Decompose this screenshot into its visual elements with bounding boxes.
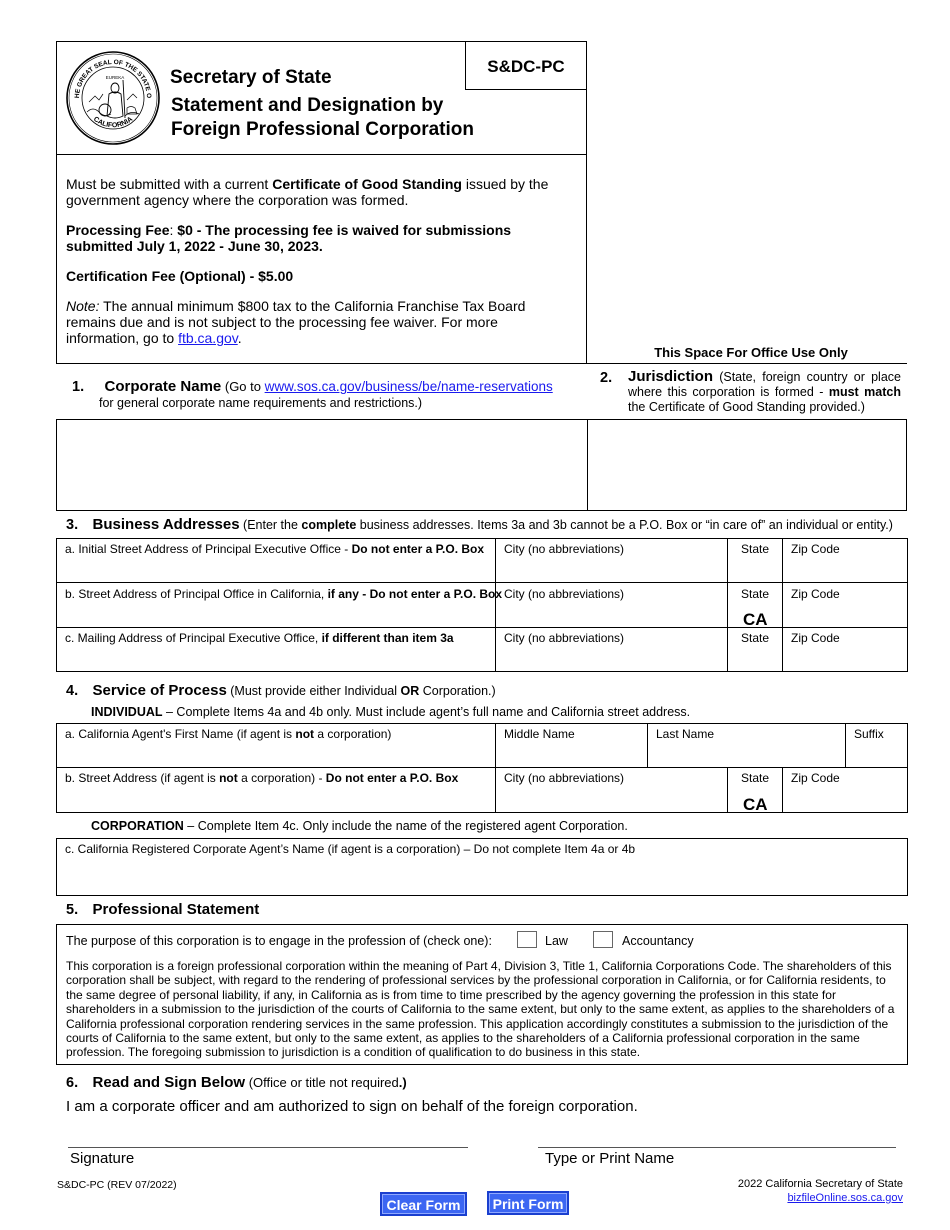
agent-suffix[interactable]: Suffix [854, 727, 884, 741]
address-3b-state-value: CA [743, 610, 768, 629]
note-text: The annual minimum $800 tax to the California Franchise Tax Board remains due and is not subject to the processing fee waiver. For more information, go to [66, 298, 526, 346]
fee-label: Processing Fee [66, 222, 170, 238]
note-label: Note: [66, 298, 100, 314]
field-label-bold: if different than item 3a [321, 631, 454, 645]
section-title: Business Addresses [92, 516, 240, 533]
svg-text:THE GREAT SEAL OF THE STATE OF: HE GREAT SEAL OF THE STATE O [73, 58, 153, 99]
address-3a-state[interactable]: State [741, 542, 770, 556]
instruction-text: – Complete Item 4c. Only include the name of the registered agent Corporation. [183, 819, 628, 833]
corporation-instruction [91, 819, 628, 833]
address-3b-state[interactable]: State [741, 587, 770, 601]
section-desc-bold: .) [398, 1075, 407, 1090]
field-label: c. Mailing Address of Principal Executive Office, [65, 631, 322, 645]
section-title: Read and Sign Below [92, 1074, 246, 1091]
professional-statement-text: This corporation is a foreign professional corporation within the meaning of Part 4, Division 3, Title 1, California Corporations Code. The shareholders of this corporation shall be subject, with regard to the rendering of professional services by the professional corporation in California, or for California residents, to the same degree of personal liability, if any, in California as is from time to time prescribed by the agency governing the profession in this state for shareholders in a submission to the jurisdiction of the courts of California to the same extent, but only to the same extent, as applies to the shareholders of a California professional corporation rendering services in the same profession. This application accordingly constitutes a submission to the jurisdiction of the courts of California to the same extent, but only to the same extent, as applies to the shareholders of a California professional corporation in the same profession. The foregoing submission to jurisdiction is a condition of qualification to do business in this state. [66, 959, 895, 1060]
law-label: Law [545, 934, 568, 948]
address-3a-zip[interactable]: Zip Code [791, 542, 840, 556]
signature-label: Signature [70, 1150, 135, 1167]
agent-first-name[interactable] [57, 724, 495, 767]
section1-heading [72, 378, 582, 396]
section2-heading [628, 369, 901, 415]
agent-state-value: CA [743, 795, 768, 814]
agent-city[interactable]: City (no abbreviations) [504, 771, 625, 785]
form-code: S&DC-PC [487, 57, 565, 76]
instruction-bold: INDIVIDUAL [91, 705, 163, 719]
agent-middle-name[interactable]: Middle Name [504, 727, 575, 741]
section3-heading [66, 516, 946, 534]
address-3a-city[interactable]: City (no abbreviations) [504, 542, 625, 556]
section-desc: (Must provide either Individual [226, 684, 401, 698]
address-3c-state[interactable]: State [741, 631, 770, 645]
individual-instruction [91, 705, 690, 719]
col-divider [727, 767, 728, 813]
address-3c-street[interactable] [57, 628, 495, 671]
intro-text: Must be submitted with a current [66, 176, 273, 192]
clear-form-button[interactable]: Clear Form [380, 1192, 467, 1216]
section-desc-bold: must match [828, 385, 901, 399]
accountancy-label: Accountancy [622, 934, 694, 948]
section-title: Service of Process [92, 682, 227, 699]
office-use-label: This Space For Office Use Only [654, 345, 848, 360]
name-reservations-link[interactable]: www.sos.ca.gov/business/be/name-reservations [264, 379, 553, 394]
print-name-label: Type or Print Name [545, 1150, 675, 1167]
processing-fee: Processing Fee: $0 - The processing fee is waived for submissions submitted July 1, 2022 - June 30, 2023. [66, 222, 512, 254]
section-title: Corporate Name [104, 378, 222, 395]
section-number: 5. [66, 902, 79, 918]
field-label: a. Initial Street Address of Principal Executive Office - [65, 542, 352, 556]
svg-text:EUREKA: EUREKA [105, 75, 125, 80]
section-desc: (Go to [221, 379, 265, 394]
agent-street-address[interactable] [57, 768, 495, 812]
intro-bold: Certificate of Good Standing [272, 176, 462, 192]
form-revision: S&DC-PC (REV 07/2022) [57, 1179, 177, 1191]
section-desc: business addresses. Items 3a and 3b cannot be a P.O. Box or “in care of” an individual or entity.) [356, 518, 893, 532]
print-form-button[interactable]: Print Form [487, 1191, 569, 1215]
note-end: . [237, 330, 242, 346]
address-3c-city[interactable]: City (no abbreviations) [504, 631, 625, 645]
officer-statement: I am a corporate officer and am authorized to sign on behalf of the foreign corporation. [66, 1098, 638, 1115]
section5-heading [66, 901, 259, 919]
field-label-bold: Do not enter a P.O. Box [325, 771, 459, 785]
section-number: 1. [72, 379, 85, 395]
print-name-line[interactable] [538, 1147, 896, 1148]
section1-desc: for general corporate name requirements and restrictions.) [99, 396, 423, 410]
address-3b-street[interactable] [57, 584, 503, 627]
section-desc-bold: complete [301, 518, 357, 532]
field-label: a corporation) - [237, 771, 326, 785]
california-seal-icon [65, 50, 161, 146]
agent-last-name[interactable]: Last Name [656, 727, 715, 741]
certification-fee: Certification Fee (Optional) - $5.00 [66, 268, 294, 284]
ftb-link[interactable]: ftb.ca.gov [178, 330, 238, 346]
address-3b-city[interactable]: City (no abbreviations) [504, 587, 625, 601]
field-label: a. California Agent's First Name (if agent is [65, 727, 296, 741]
section2-num: 2. [600, 370, 613, 386]
instruction-bold: CORPORATION [91, 819, 184, 833]
agent-zip[interactable]: Zip Code [791, 771, 840, 785]
col-divider [727, 538, 728, 672]
signature-line[interactable] [68, 1147, 468, 1148]
header-divider [465, 89, 587, 90]
section-title: Professional Statement [92, 901, 260, 918]
office-use-line [587, 363, 907, 364]
intro-text: issued by the government agency where the corporation was formed. [66, 176, 549, 208]
field-label: b. Street Address of Principal Office in California, [65, 587, 328, 601]
section-desc: (Office or title not required [245, 1075, 399, 1090]
field-label-bold: not [295, 727, 315, 741]
row-divider [56, 582, 908, 583]
section-number: 3. [66, 517, 79, 533]
field-label-bold: not [219, 771, 238, 785]
section-desc: Corporation.) [419, 684, 496, 698]
section-desc: the Certificate of Good Standing provided.) [628, 400, 865, 414]
form-title-line2: Foreign Professional Corporation [171, 119, 474, 140]
address-3a-street[interactable] [57, 539, 495, 582]
accountancy-checkbox[interactable] [593, 931, 613, 948]
law-checkbox[interactable] [517, 931, 537, 948]
field-label-bold: Do not enter a P.O. Box [351, 542, 485, 556]
fee-text: $0 - The processing fee is waived for submissions submitted July 1, 2022 - June 30, 2023. [66, 222, 512, 254]
agent-state[interactable]: State [741, 771, 770, 785]
agent-corporation-label: c. California Registered Corporate Agent’s Name (if agent is a corporation) – Do not complete Item 4a or 4b [65, 842, 636, 856]
section-title: Jurisdiction [628, 368, 714, 385]
section-number: 4. [66, 683, 79, 699]
field-label: b. Street Address (if agent is [65, 771, 220, 785]
jurisdiction-field[interactable] [587, 419, 907, 511]
section-desc-bold: OR [400, 684, 420, 698]
note-paragraph [66, 298, 541, 346]
bizfile-link[interactable]: bizfileOnline.sos.ca.gov [787, 1192, 903, 1204]
address-3c-zip[interactable]: Zip Code [791, 631, 840, 645]
section6-heading [66, 1074, 407, 1092]
field-label: a corporation) [314, 727, 392, 741]
section-number: 6. [66, 1075, 79, 1091]
field-label-bold: if any - Do not enter a P.O. Box [327, 587, 503, 601]
address-3b-zip[interactable]: Zip Code [791, 587, 840, 601]
section4-heading [66, 682, 496, 700]
section-desc: (Enter the [239, 518, 302, 532]
corporate-name-field[interactable] [56, 419, 588, 511]
section-desc: (State, foreign country or place where this corporation is formed - [628, 370, 901, 399]
copyright: 2022 California Secretary of State [737, 1178, 903, 1190]
intro-paragraph [66, 176, 566, 208]
form-title-line1: Statement and Designation by [171, 95, 444, 116]
svg-text:CALIFORNIA: CALIFORNIA [91, 115, 135, 130]
profession-purpose: The purpose of this corporation is to engage in the profession of (check one): [66, 934, 492, 948]
agency-title: Secretary of State [170, 67, 332, 88]
instruction-text: – Complete Items 4a and 4b only. Must include agent’s full name and California street address. [162, 705, 691, 719]
